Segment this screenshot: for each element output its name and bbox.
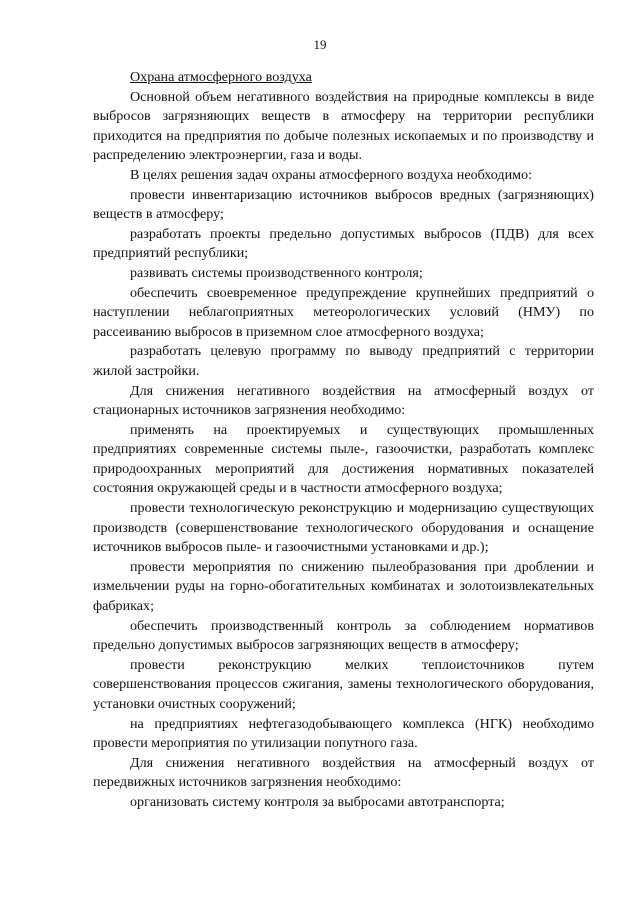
list-item: организовать систему контроля за выбросами автотранспорта;	[130, 793, 505, 810]
list-item: на предприятиях нефтегазодобывающего комплекса (НГК) необходимо провести мероприятия по утилизации попутного газа.	[93, 715, 594, 752]
list-item: провести реконструкцию мелких теплоисточников путем совершенствования процессов сжигания, замены технологического оборудования, установки очистных сооружений;	[93, 656, 594, 712]
paragraph: Основной объем негативного воздействия на природные комплексы в виде выбросов загрязняющих веществ в атмосферу на территории республики приходится на предприятия по добыче полезных ископаемых и по производству и распределению электроэнергии, газа и воды.	[93, 88, 594, 164]
section-heading: Охрана атмосферного воздуха	[130, 69, 312, 85]
paragraph: Для снижения негативного воздействия на атмосферный воздух от передвижных источников загрязнения необходимо:	[93, 754, 594, 791]
paragraph: Для снижения негативного воздействия на атмосферный воздух от стационарных источников загрязнения необходимо:	[93, 382, 594, 419]
paragraph: В целях решения задач охраны атмосферного воздуха необходимо:	[130, 166, 533, 183]
list-item: провести технологическую реконструкцию и модернизацию существующих производств (совершенствование технологического оборудования и оснащение источников выбросов пыле- и газоочистными установками и др.);	[93, 500, 594, 556]
list-item: применять на проектируемых и существующих промышленных предприятиях современные системы пыле-, газоочистки, разработать комплекс природоохранных мероприятий для достижения нормативных показателей состояния окружающей среды и в частности атмосферного воздуха;	[93, 421, 594, 497]
list-item: провести мероприятия по снижению пылеобразования при дроблении и измельчении руды на горно-обогатительных комбинатах и золотоизвлекательных фабриках;	[93, 558, 594, 615]
list-item: разработать целевую программу по выводу предприятий с территории жилой застройки.	[93, 343, 594, 379]
list-item: обеспечить своевременное предупреждение крупнейших предприятий о наступлении неблагоприятных метеорологических условий (НМУ) по рассеиванию выбросов в приземном слое атмосферного воздуха;	[93, 284, 594, 340]
page-number: 19	[313, 37, 327, 52]
list-item: разработать проекты предельно допустимых выбросов (ПДВ) для всех предприятий республики;	[93, 225, 594, 262]
list-item: провести инвентаризацию источников выбросов вредных (загрязняющих) веществ в атмосферу;	[93, 186, 594, 223]
list-item: обеспечить производственный контроль за соблюдением нормативов предельно допустимых выбросов загрязняющих веществ в атмосферу;	[93, 617, 594, 654]
list-item: развивать системы производственного контроля;	[130, 264, 423, 281]
document-body	[93, 68, 594, 813]
